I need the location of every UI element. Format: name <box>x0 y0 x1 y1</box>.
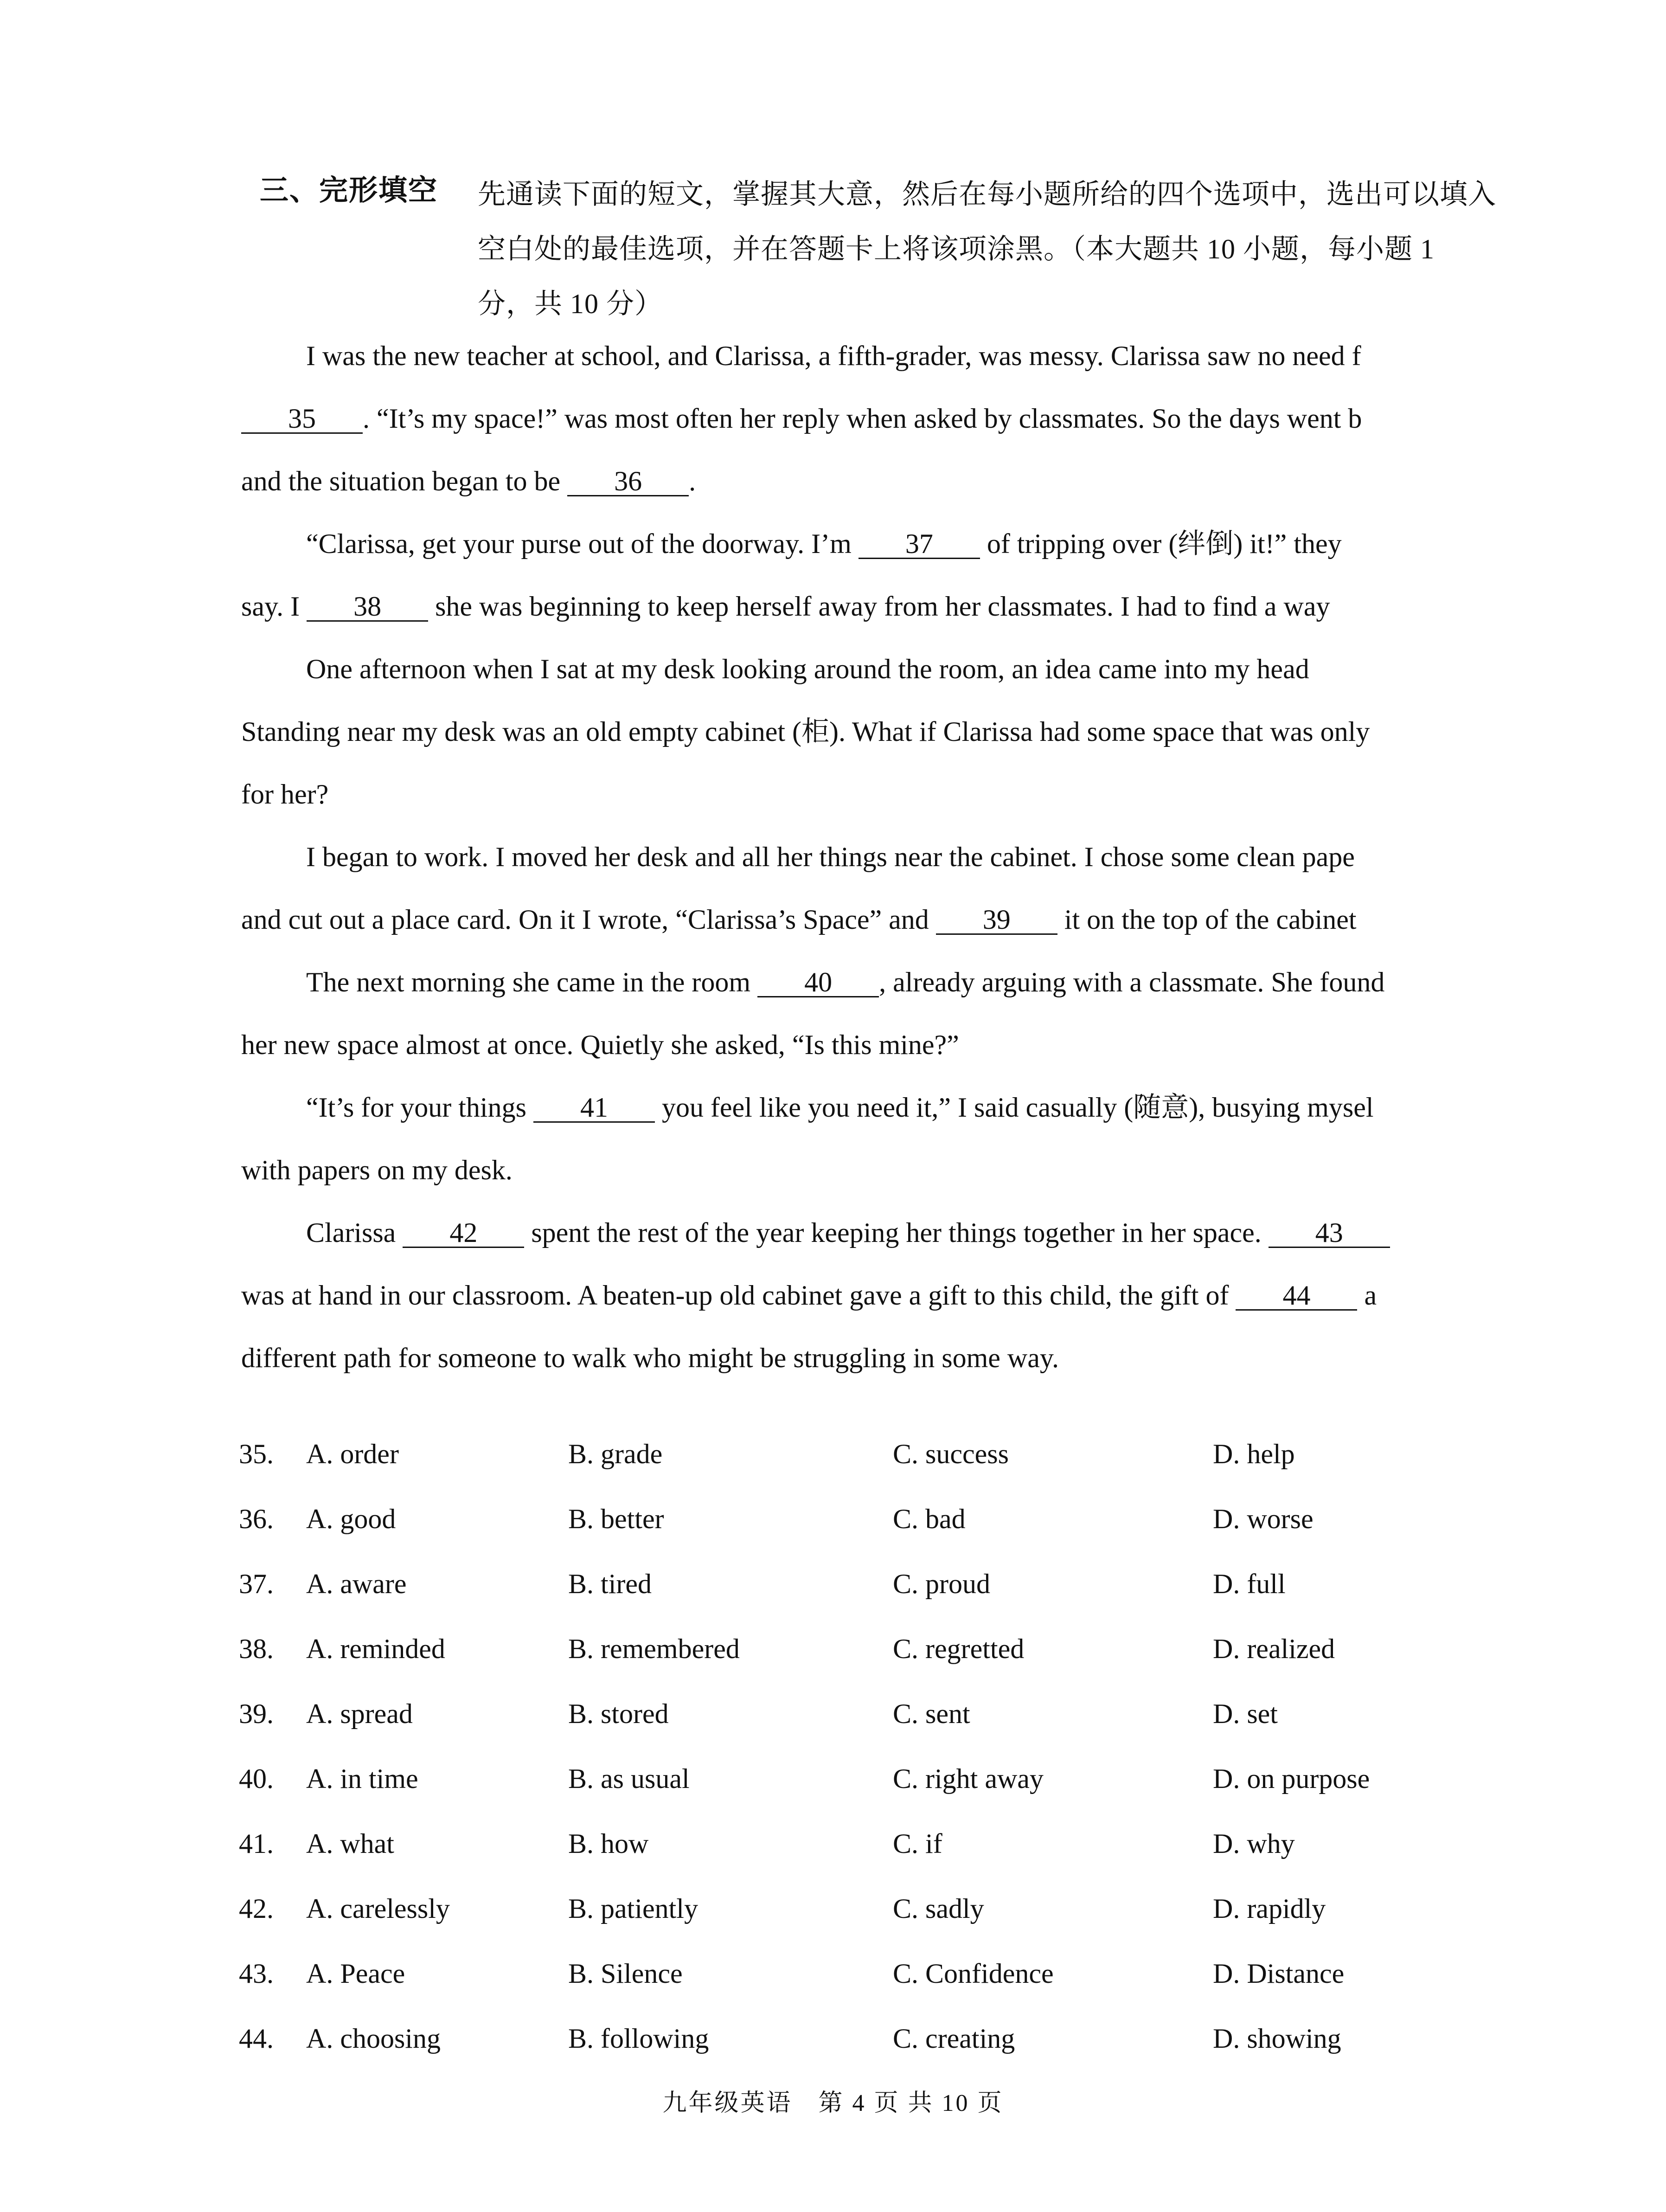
option-b: B. tired <box>568 1569 652 1599</box>
option-b: B. following <box>568 2023 709 2054</box>
question-row <box>239 1763 1491 1828</box>
question-row <box>239 2023 1491 2088</box>
option-b: B. stored <box>568 1698 669 1729</box>
answer-blank-43: 43 <box>1269 1219 1390 1248</box>
passage-text: she was beginning to keep herself away from her classmates. I had to find a way <box>435 591 1330 622</box>
option-d: D. on purpose <box>1213 1763 1370 1794</box>
passage-text: “It’s for your things <box>306 1092 526 1123</box>
option-d: D. showing <box>1213 2023 1341 2054</box>
question-row <box>239 1698 1491 1763</box>
passage-line <box>241 951 1498 1014</box>
passage-line <box>241 1202 1498 1264</box>
option-d: D. worse <box>1213 1504 1314 1534</box>
passage-line <box>241 638 1498 701</box>
passage-text: her new space almost at once. Quietly she asked, “Is this mine?” <box>241 1029 959 1060</box>
passage-text: a <box>1364 1280 1377 1311</box>
option-a: A. aware <box>306 1569 407 1599</box>
passage-text: . “It’s my space!” was most often her reply when asked by classmates. So the days went b <box>363 403 1362 434</box>
passage-text: of tripping over (绊倒) it!” they <box>987 528 1342 559</box>
passage-text: you feel like you need it,” I said casually (随意), busying mysel <box>661 1092 1374 1123</box>
answer-blank-37: 37 <box>859 530 980 559</box>
answer-blank-35: 35 <box>241 405 363 434</box>
answer-blank-36: 36 <box>567 467 689 496</box>
question-number: 40. <box>239 1763 274 1794</box>
passage-line <box>241 325 1498 387</box>
passage-text: spent the rest of the year keeping her things together in her space. <box>531 1217 1262 1248</box>
option-b: B. Silence <box>568 1958 683 1989</box>
option-d: D. realized <box>1213 1633 1335 1664</box>
option-d: D. set <box>1213 1698 1278 1729</box>
option-a: A. order <box>306 1439 399 1469</box>
passage-text: with papers on my desk. <box>241 1155 513 1185</box>
option-c: C. creating <box>893 2023 1015 2054</box>
passage-text: . <box>689 466 696 496</box>
option-c: C. Confidence <box>893 1958 1054 1989</box>
question-number: 41. <box>239 1828 274 1859</box>
cloze-passage <box>241 325 1498 1389</box>
answer-blank-38: 38 <box>307 592 428 622</box>
passage-line <box>241 701 1498 763</box>
options-list <box>239 1438 1491 2088</box>
option-c: C. sadly <box>893 1893 984 1924</box>
option-a: A. reminded <box>306 1633 445 1664</box>
passage-line <box>241 1327 1498 1389</box>
option-a: A. carelessly <box>306 1893 450 1924</box>
passage-text: different path for someone to walk who might be struggling in some way. <box>241 1343 1059 1373</box>
option-d: D. why <box>1213 1828 1295 1859</box>
passage-line <box>241 513 1498 575</box>
answer-blank-44: 44 <box>1236 1281 1357 1311</box>
question-row <box>239 1503 1491 1568</box>
question-row <box>239 1893 1491 1958</box>
passage-text: and the situation began to be <box>241 466 561 496</box>
passage-text: was at hand in our classroom. A beaten-up old cabinet gave a gift to this child, the gift of <box>241 1280 1229 1311</box>
option-c: C. sent <box>893 1698 970 1729</box>
option-a: A. in time <box>306 1763 418 1794</box>
question-number: 39. <box>239 1698 274 1729</box>
passage-text: for her? <box>241 779 329 810</box>
passage-line <box>241 1139 1498 1202</box>
passage-text: and cut out a place card. On it I wrote, “Clarissa’s Space” and <box>241 904 929 935</box>
page-footer: 九年级英语 第 4 页 共 10 页 <box>662 2090 1004 2116</box>
option-d: D. rapidly <box>1213 1893 1326 1924</box>
passage-line <box>241 1264 1498 1327</box>
passage-text: , already arguing with a classmate. She found <box>879 967 1385 997</box>
passage-text: it on the top of the cabinet <box>1064 904 1357 935</box>
question-number: 36. <box>239 1504 274 1534</box>
option-b: B. as usual <box>568 1763 690 1794</box>
option-a: A. spread <box>306 1698 413 1729</box>
option-b: B. grade <box>568 1439 663 1469</box>
passage-text: I was the new teacher at school, and Clarissa, a fifth-grader, was messy. Clarissa saw no need f <box>306 341 1361 371</box>
passage-line <box>241 1076 1498 1139</box>
option-b: B. remembered <box>568 1633 740 1664</box>
option-d: D. Distance <box>1213 1958 1345 1989</box>
option-c: C. regretted <box>893 1633 1025 1664</box>
passage-text: Standing near my desk was an old empty cabinet (柜). What if Clarissa had some space that was only <box>241 716 1370 747</box>
question-row <box>239 1568 1491 1633</box>
answer-blank-39: 39 <box>936 906 1057 935</box>
passage-line <box>241 888 1498 951</box>
question-number: 44. <box>239 2023 274 2054</box>
passage-text: The next morning she came in the room <box>306 967 751 997</box>
option-c: C. proud <box>893 1569 990 1599</box>
option-c: C. if <box>893 1828 942 1859</box>
section-instructions: 先通读下面的短文，掌握其大意，然后在每小题所给的四个选项中，选出可以填入空白处的最佳选项，并在答题卡上将该项涂黑。（本大题共 10 小题，每小题 1 分，共 10 分） <box>478 179 1496 319</box>
passage-text: say. I <box>241 591 300 622</box>
option-b: B. how <box>568 1828 649 1859</box>
question-number: 43. <box>239 1958 274 1989</box>
passage-text: One afternoon when I sat at my desk looking around the room, an idea came into my head <box>306 654 1309 684</box>
passage-text: Clarissa <box>306 1217 396 1248</box>
question-number: 42. <box>239 1893 274 1924</box>
option-b: B. better <box>568 1504 664 1534</box>
option-a: A. choosing <box>306 2023 441 2054</box>
option-d: D. full <box>1213 1569 1286 1599</box>
option-b: B. patiently <box>568 1893 698 1924</box>
option-a: A. what <box>306 1828 394 1859</box>
passage-line <box>241 1014 1498 1076</box>
passage-line <box>241 575 1498 638</box>
question-number: 35. <box>239 1439 274 1469</box>
question-row <box>239 1438 1491 1503</box>
option-c: C. success <box>893 1439 1009 1469</box>
option-c: C. bad <box>893 1504 966 1534</box>
passage-line <box>241 450 1498 513</box>
question-number: 38. <box>239 1633 274 1664</box>
option-a: A. good <box>306 1504 396 1534</box>
question-row <box>239 1958 1491 2023</box>
option-c: C. right away <box>893 1763 1044 1794</box>
answer-blank-40: 40 <box>757 968 879 997</box>
passage-line <box>241 387 1498 450</box>
section-title: 三、完形填空 <box>260 175 438 206</box>
option-d: D. help <box>1213 1439 1295 1469</box>
question-row <box>239 1633 1491 1698</box>
passage-line <box>241 826 1498 888</box>
passage-line <box>241 763 1498 826</box>
question-number: 37. <box>239 1569 274 1599</box>
passage-text: I began to work. I moved her desk and all her things near the cabinet. I chose some clean pape <box>306 842 1355 872</box>
option-a: A. Peace <box>306 1958 405 1989</box>
answer-blank-42: 42 <box>403 1219 524 1248</box>
answer-blank-41: 41 <box>533 1093 655 1123</box>
passage-text: “Clarissa, get your purse out of the doorway. I’m <box>306 528 852 559</box>
question-row <box>239 1828 1491 1893</box>
